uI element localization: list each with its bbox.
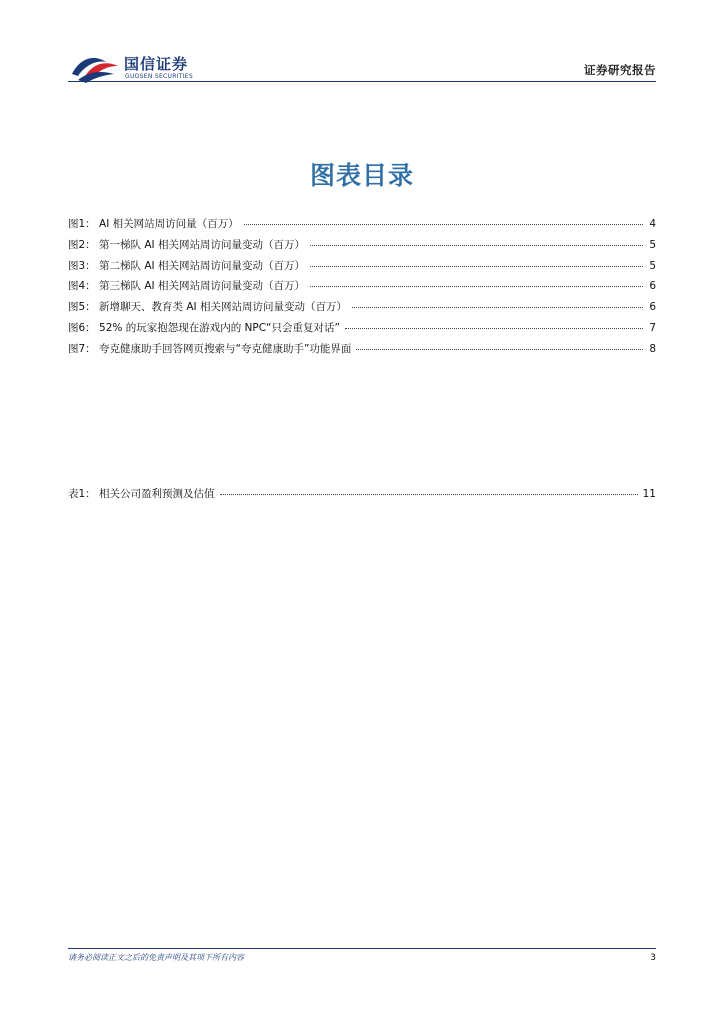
toc-entry-figure-2[interactable] bbox=[68, 237, 656, 258]
toc-entry-label: 图3： 第二梯队 AI 相关网站周访问量变动（百万） bbox=[68, 259, 305, 272]
toc-entry-figure-7[interactable] bbox=[68, 341, 656, 362]
dot-leader bbox=[352, 307, 643, 308]
dot-leader bbox=[356, 349, 643, 350]
dot-leader bbox=[244, 224, 643, 225]
toc-entry-page: 6 bbox=[649, 301, 656, 314]
toc-entry-label: 图6： 52% 的玩家抱怨现在游戏内的 NPC“只会重复对话” bbox=[68, 321, 340, 334]
toc-entry-label: 表1： 相关公司盈利预测及估值 bbox=[68, 488, 215, 500]
toc-entry-label: 图2： 第一梯队 AI 相关网站周访问量变动（百万） bbox=[68, 238, 305, 251]
toc-entry-label: 图7： 夸克健康助手回答网页搜索与“夸克健康助手”功能界面 bbox=[68, 342, 352, 355]
toc-entry-figure-1[interactable] bbox=[68, 216, 656, 237]
table-list bbox=[68, 486, 656, 507]
disclaimer-note: 请务必阅读正文之后的免责声明及其项下所有内容 bbox=[68, 953, 244, 962]
footer-divider bbox=[68, 948, 656, 949]
toc-entry-figure-6[interactable] bbox=[68, 320, 656, 341]
header-divider bbox=[68, 81, 656, 82]
toc-entry-label: 图1： AI 相关网站周访问量（百万） bbox=[68, 218, 239, 230]
figure-list bbox=[68, 216, 656, 362]
page-title: 图表目录 bbox=[309, 161, 414, 190]
toc-entry-figure-5[interactable] bbox=[68, 299, 656, 320]
toc-entry-figure-3[interactable] bbox=[68, 258, 656, 279]
dot-leader bbox=[310, 266, 643, 267]
dot-leader bbox=[220, 494, 638, 495]
toc-entry-page: 11 bbox=[642, 488, 656, 500]
toc-entry-page: 8 bbox=[649, 342, 656, 355]
toc-entry-page: 7 bbox=[649, 321, 656, 334]
guosen-logo-icon bbox=[70, 50, 122, 84]
logo-english-name: GUOSEN SECURITIES bbox=[125, 73, 194, 80]
page-header bbox=[0, 0, 724, 90]
report-type-label: 证券研究报告 bbox=[584, 63, 656, 77]
dot-leader bbox=[345, 328, 643, 329]
logo-chinese-name: 国信证券 bbox=[124, 55, 189, 73]
toc-entry-page: 5 bbox=[649, 238, 656, 251]
dot-leader bbox=[310, 286, 643, 287]
page-number: 3 bbox=[650, 953, 656, 963]
toc-entry-page: 5 bbox=[649, 259, 656, 272]
toc-entry-label: 图5： 新增聊天、教育类 AI 相关网站周访问量变动（百万） bbox=[68, 301, 347, 314]
toc-entry-table-1[interactable] bbox=[68, 486, 656, 507]
toc-entry-page: 6 bbox=[649, 280, 656, 293]
toc-entry-figure-4[interactable] bbox=[68, 278, 656, 299]
toc-entry-page: 4 bbox=[649, 218, 656, 230]
toc-entry-label: 图4： 第三梯队 AI 相关网站周访问量变动（百万） bbox=[68, 280, 305, 293]
dot-leader bbox=[310, 245, 643, 246]
